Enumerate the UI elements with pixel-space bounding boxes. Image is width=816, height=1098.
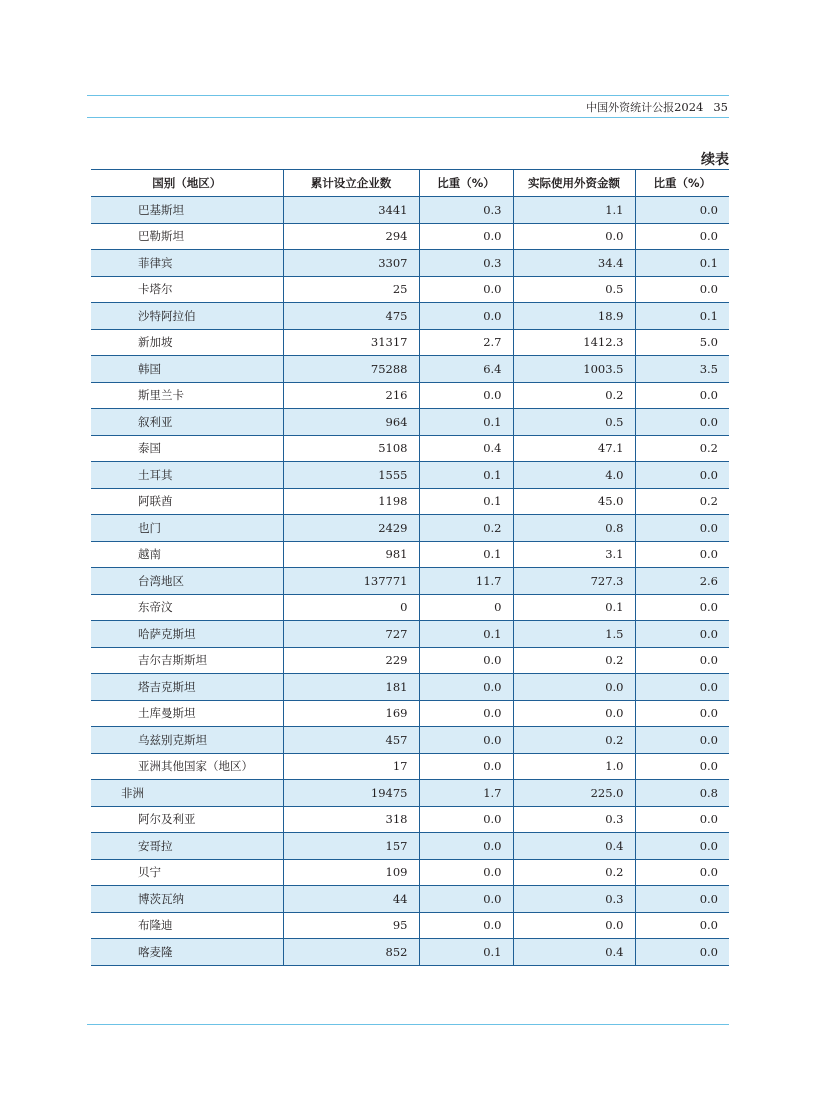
country-cell: 贝宁 bbox=[91, 859, 283, 886]
enterprise-share-cell: 2.7 bbox=[419, 329, 513, 356]
table-header-row bbox=[91, 170, 729, 197]
enterprise-share-cell: 0.0 bbox=[419, 276, 513, 303]
country-cell: 韩国 bbox=[91, 356, 283, 383]
amount-share-cell: 0.0 bbox=[635, 753, 729, 780]
enterprise-share-cell: 0.0 bbox=[419, 753, 513, 780]
country-cell: 乌兹别克斯坦 bbox=[91, 727, 283, 754]
amount-cell: 225.0 bbox=[513, 780, 635, 807]
enterprise-share-cell: 0.3 bbox=[419, 197, 513, 224]
amount-share-cell: 0.0 bbox=[635, 515, 729, 542]
enterprise-share-cell: 1.7 bbox=[419, 780, 513, 807]
table-row bbox=[91, 912, 729, 939]
enterprises-cell: 1555 bbox=[283, 462, 419, 489]
amount-share-cell: 0.0 bbox=[635, 939, 729, 966]
amount-cell: 0.2 bbox=[513, 382, 635, 409]
amount-share-cell: 0.0 bbox=[635, 382, 729, 409]
statistics-table bbox=[91, 169, 729, 966]
enterprises-cell: 109 bbox=[283, 859, 419, 886]
enterprise-share-cell: 0.0 bbox=[419, 859, 513, 886]
table-row bbox=[91, 859, 729, 886]
column-header-country: 国别（地区） bbox=[91, 170, 283, 197]
table-row bbox=[91, 833, 729, 860]
header-rule-top bbox=[87, 95, 729, 96]
enterprise-share-cell: 0.0 bbox=[419, 806, 513, 833]
enterprises-cell: 44 bbox=[283, 886, 419, 913]
table-row bbox=[91, 568, 729, 595]
amount-share-cell: 0.0 bbox=[635, 806, 729, 833]
table-row bbox=[91, 488, 729, 515]
enterprises-cell: 169 bbox=[283, 700, 419, 727]
amount-cell: 34.4 bbox=[513, 250, 635, 277]
continued-label: 续表 bbox=[701, 152, 729, 168]
table-body bbox=[91, 197, 729, 966]
table-row bbox=[91, 594, 729, 621]
amount-share-cell: 0.0 bbox=[635, 833, 729, 860]
enterprise-share-cell: 0.2 bbox=[419, 515, 513, 542]
enterprise-share-cell: 0.0 bbox=[419, 727, 513, 754]
enterprises-cell: 2429 bbox=[283, 515, 419, 542]
column-header-amount: 实际使用外资金额 bbox=[513, 170, 635, 197]
enterprises-cell: 181 bbox=[283, 674, 419, 701]
enterprises-cell: 318 bbox=[283, 806, 419, 833]
table-row bbox=[91, 647, 729, 674]
country-cell: 安哥拉 bbox=[91, 833, 283, 860]
enterprises-cell: 852 bbox=[283, 939, 419, 966]
enterprise-share-cell: 11.7 bbox=[419, 568, 513, 595]
enterprises-cell: 727 bbox=[283, 621, 419, 648]
country-cell: 阿尔及利亚 bbox=[91, 806, 283, 833]
table-row bbox=[91, 541, 729, 568]
table-row bbox=[91, 250, 729, 277]
running-header bbox=[586, 97, 728, 117]
enterprise-share-cell: 0.0 bbox=[419, 700, 513, 727]
amount-cell: 1.1 bbox=[513, 197, 635, 224]
table-row bbox=[91, 462, 729, 489]
enterprise-share-cell: 0.0 bbox=[419, 886, 513, 913]
footer-rule bbox=[87, 1024, 729, 1025]
amount-cell: 0.1 bbox=[513, 594, 635, 621]
enterprise-share-cell: 0.1 bbox=[419, 462, 513, 489]
enterprises-cell: 964 bbox=[283, 409, 419, 436]
amount-cell: 0.2 bbox=[513, 859, 635, 886]
amount-share-cell: 0.0 bbox=[635, 912, 729, 939]
table-row bbox=[91, 780, 729, 807]
country-cell: 土耳其 bbox=[91, 462, 283, 489]
amount-share-cell: 3.5 bbox=[635, 356, 729, 383]
country-cell: 沙特阿拉伯 bbox=[91, 303, 283, 330]
amount-share-cell: 0.1 bbox=[635, 250, 729, 277]
amount-cell: 0.4 bbox=[513, 939, 635, 966]
amount-cell: 47.1 bbox=[513, 435, 635, 462]
amount-cell: 4.0 bbox=[513, 462, 635, 489]
amount-cell: 0.0 bbox=[513, 674, 635, 701]
table-row bbox=[91, 700, 729, 727]
enterprises-cell: 17 bbox=[283, 753, 419, 780]
enterprise-share-cell: 0.0 bbox=[419, 833, 513, 860]
amount-cell: 0.8 bbox=[513, 515, 635, 542]
country-cell: 巴勒斯坦 bbox=[91, 223, 283, 250]
country-cell: 哈萨克斯坦 bbox=[91, 621, 283, 648]
table-row bbox=[91, 223, 729, 250]
country-cell: 巴基斯坦 bbox=[91, 197, 283, 224]
enterprise-share-cell: 0.1 bbox=[419, 621, 513, 648]
amount-cell: 1003.5 bbox=[513, 356, 635, 383]
amount-share-cell: 0.0 bbox=[635, 594, 729, 621]
table-row bbox=[91, 886, 729, 913]
country-cell: 菲律宾 bbox=[91, 250, 283, 277]
enterprises-cell: 981 bbox=[283, 541, 419, 568]
amount-cell: 0.2 bbox=[513, 647, 635, 674]
country-cell: 亚洲其他国家（地区） bbox=[91, 753, 283, 780]
amount-cell: 18.9 bbox=[513, 303, 635, 330]
amount-cell: 0.0 bbox=[513, 700, 635, 727]
column-header-share: 比重（%） bbox=[635, 170, 729, 197]
table-row bbox=[91, 806, 729, 833]
amount-share-cell: 0.2 bbox=[635, 435, 729, 462]
amount-cell: 0.0 bbox=[513, 912, 635, 939]
column-header-share: 比重（%） bbox=[419, 170, 513, 197]
enterprise-share-cell: 0.4 bbox=[419, 435, 513, 462]
enterprises-cell: 216 bbox=[283, 382, 419, 409]
amount-cell: 0.0 bbox=[513, 223, 635, 250]
enterprises-cell: 3307 bbox=[283, 250, 419, 277]
enterprise-share-cell: 0.3 bbox=[419, 250, 513, 277]
amount-cell: 3.1 bbox=[513, 541, 635, 568]
enterprises-cell: 0 bbox=[283, 594, 419, 621]
enterprises-cell: 137771 bbox=[283, 568, 419, 595]
amount-share-cell: 0.0 bbox=[635, 276, 729, 303]
amount-cell: 0.4 bbox=[513, 833, 635, 860]
amount-share-cell: 0.0 bbox=[635, 409, 729, 436]
country-cell: 非洲 bbox=[91, 780, 283, 807]
country-cell: 泰国 bbox=[91, 435, 283, 462]
enterprise-share-cell: 0.0 bbox=[419, 382, 513, 409]
amount-cell: 1412.3 bbox=[513, 329, 635, 356]
country-cell: 叙利亚 bbox=[91, 409, 283, 436]
page-number: 35 bbox=[713, 100, 728, 114]
amount-cell: 1.5 bbox=[513, 621, 635, 648]
enterprise-share-cell: 0.0 bbox=[419, 647, 513, 674]
country-cell: 卡塔尔 bbox=[91, 276, 283, 303]
enterprise-share-cell: 0.1 bbox=[419, 541, 513, 568]
country-cell: 阿联酋 bbox=[91, 488, 283, 515]
amount-share-cell: 0.0 bbox=[635, 674, 729, 701]
country-cell: 塔吉克斯坦 bbox=[91, 674, 283, 701]
table-row bbox=[91, 197, 729, 224]
amount-cell: 45.0 bbox=[513, 488, 635, 515]
country-cell: 博茨瓦纳 bbox=[91, 886, 283, 913]
country-cell: 喀麦隆 bbox=[91, 939, 283, 966]
country-cell: 台湾地区 bbox=[91, 568, 283, 595]
amount-cell: 0.3 bbox=[513, 806, 635, 833]
amount-share-cell: 0.0 bbox=[635, 886, 729, 913]
table-row bbox=[91, 409, 729, 436]
enterprises-cell: 157 bbox=[283, 833, 419, 860]
enterprises-cell: 1198 bbox=[283, 488, 419, 515]
country-cell: 布隆迪 bbox=[91, 912, 283, 939]
enterprise-share-cell: 0.0 bbox=[419, 912, 513, 939]
amount-share-cell: 0.0 bbox=[635, 700, 729, 727]
table-row bbox=[91, 939, 729, 966]
enterprise-share-cell: 0 bbox=[419, 594, 513, 621]
amount-cell: 727.3 bbox=[513, 568, 635, 595]
country-cell: 土库曼斯坦 bbox=[91, 700, 283, 727]
enterprise-share-cell: 0.1 bbox=[419, 488, 513, 515]
enterprises-cell: 31317 bbox=[283, 329, 419, 356]
enterprises-cell: 475 bbox=[283, 303, 419, 330]
enterprise-share-cell: 0.0 bbox=[419, 223, 513, 250]
country-cell: 新加坡 bbox=[91, 329, 283, 356]
table-row bbox=[91, 621, 729, 648]
table-row bbox=[91, 727, 729, 754]
publication-year: 2024 bbox=[674, 100, 704, 114]
table-row bbox=[91, 753, 729, 780]
table-row bbox=[91, 382, 729, 409]
table-row bbox=[91, 303, 729, 330]
enterprise-share-cell: 0.0 bbox=[419, 674, 513, 701]
enterprise-share-cell: 0.0 bbox=[419, 303, 513, 330]
enterprises-cell: 457 bbox=[283, 727, 419, 754]
country-cell: 斯里兰卡 bbox=[91, 382, 283, 409]
table-row bbox=[91, 329, 729, 356]
amount-share-cell: 2.6 bbox=[635, 568, 729, 595]
amount-cell: 0.2 bbox=[513, 727, 635, 754]
amount-share-cell: 0.0 bbox=[635, 541, 729, 568]
enterprises-cell: 5108 bbox=[283, 435, 419, 462]
amount-share-cell: 5.0 bbox=[635, 329, 729, 356]
country-cell: 也门 bbox=[91, 515, 283, 542]
table-row bbox=[91, 515, 729, 542]
amount-share-cell: 0.0 bbox=[635, 223, 729, 250]
amount-share-cell: 0.0 bbox=[635, 621, 729, 648]
amount-cell: 1.0 bbox=[513, 753, 635, 780]
table-row bbox=[91, 356, 729, 383]
country-cell: 越南 bbox=[91, 541, 283, 568]
country-cell: 吉尔吉斯斯坦 bbox=[91, 647, 283, 674]
amount-share-cell: 0.1 bbox=[635, 303, 729, 330]
enterprise-share-cell: 6.4 bbox=[419, 356, 513, 383]
amount-share-cell: 0.0 bbox=[635, 727, 729, 754]
header-rule-bottom bbox=[87, 117, 729, 118]
column-header-enterprises: 累计设立企业数 bbox=[283, 170, 419, 197]
amount-share-cell: 0.0 bbox=[635, 197, 729, 224]
enterprises-cell: 95 bbox=[283, 912, 419, 939]
amount-share-cell: 0.2 bbox=[635, 488, 729, 515]
enterprise-share-cell: 0.1 bbox=[419, 939, 513, 966]
publication-title: 中国外资统计公报 bbox=[586, 101, 675, 114]
enterprises-cell: 25 bbox=[283, 276, 419, 303]
enterprises-cell: 3441 bbox=[283, 197, 419, 224]
enterprises-cell: 229 bbox=[283, 647, 419, 674]
table-row bbox=[91, 435, 729, 462]
amount-share-cell: 0.0 bbox=[635, 647, 729, 674]
enterprises-cell: 19475 bbox=[283, 780, 419, 807]
enterprises-cell: 294 bbox=[283, 223, 419, 250]
amount-share-cell: 0.8 bbox=[635, 780, 729, 807]
amount-share-cell: 0.0 bbox=[635, 859, 729, 886]
amount-share-cell: 0.0 bbox=[635, 462, 729, 489]
enterprise-share-cell: 0.1 bbox=[419, 409, 513, 436]
table-row bbox=[91, 276, 729, 303]
country-cell: 东帝汶 bbox=[91, 594, 283, 621]
amount-cell: 0.5 bbox=[513, 409, 635, 436]
amount-cell: 0.5 bbox=[513, 276, 635, 303]
table-row bbox=[91, 674, 729, 701]
amount-cell: 0.3 bbox=[513, 886, 635, 913]
enterprises-cell: 75288 bbox=[283, 356, 419, 383]
